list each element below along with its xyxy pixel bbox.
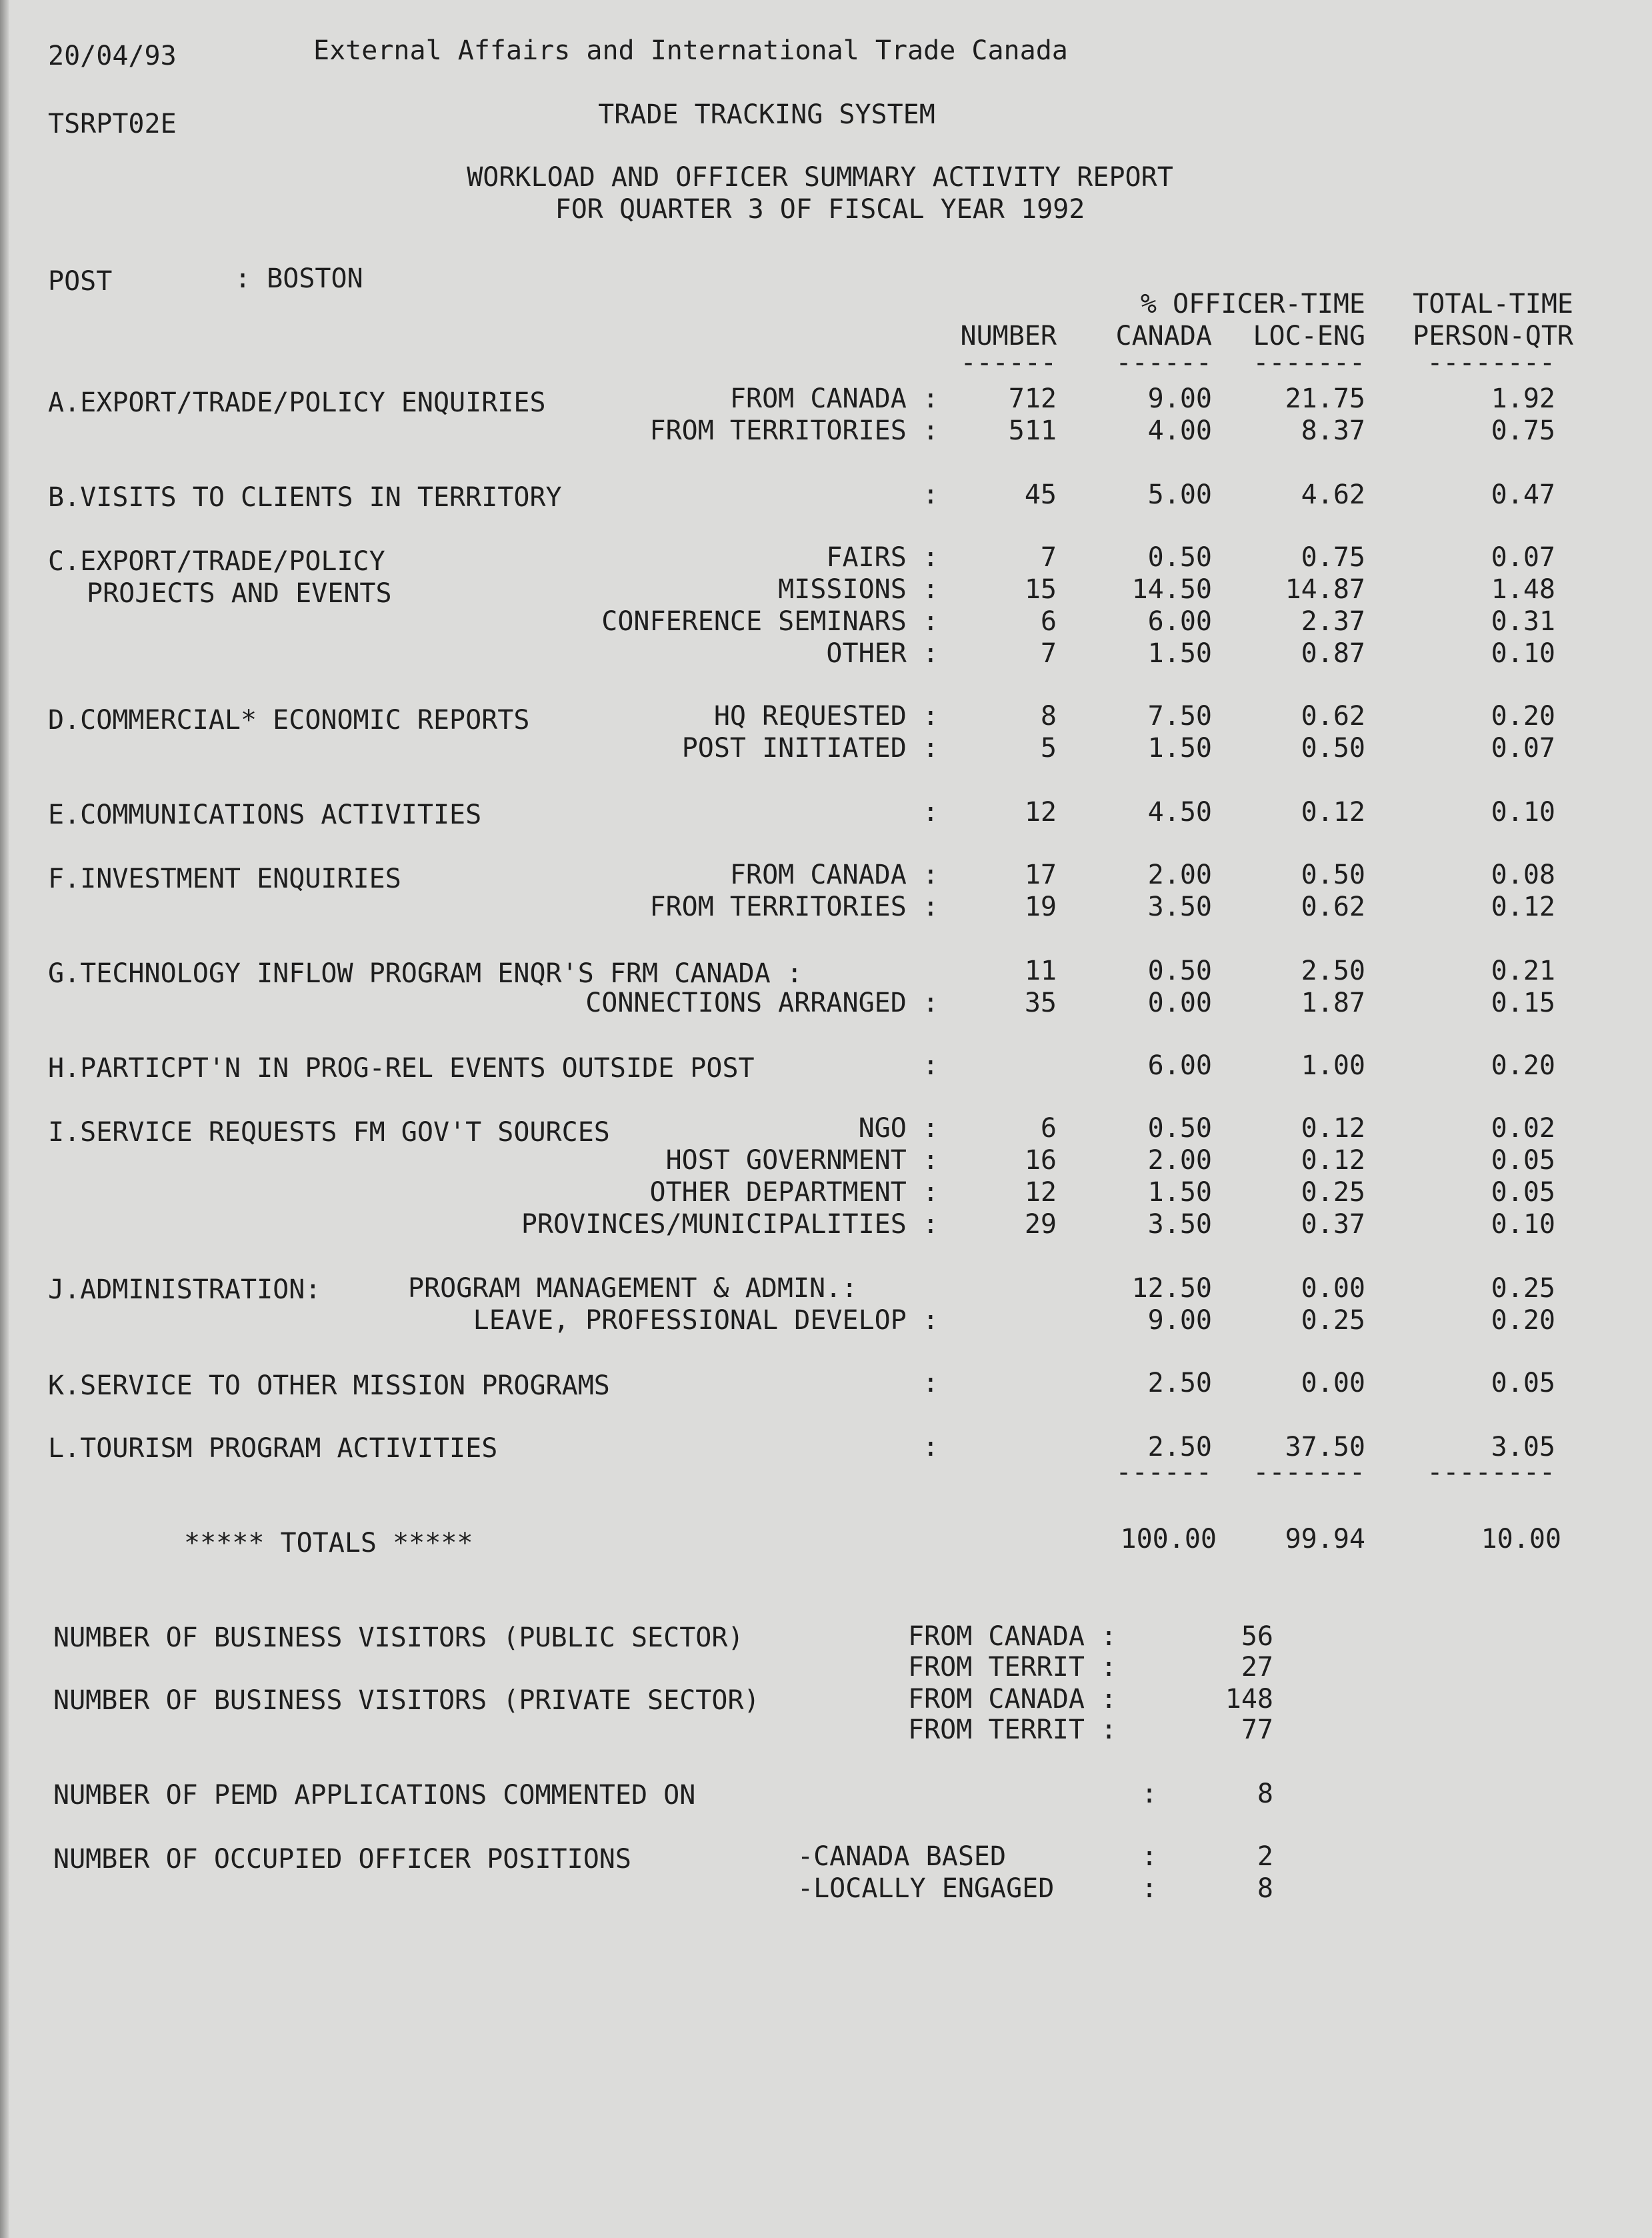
report-title: WORKLOAD AND OFFICER SUMMARY ACTIVITY REPORT [467,162,1173,193]
row-label: H.PARTICPT'N IN PROG-REL EVENTS OUTSIDE POST [48,1053,755,1084]
agency-name: External Affairs and International Trade Canada [313,35,1068,66]
cell-person-qtr: 0.07 [1491,733,1555,764]
cell-canada: 5.00 [1147,479,1212,510]
cell-canada: 14.50 [1131,574,1212,605]
canada-based-value: 2 [1257,1841,1273,1872]
cell-loc-eng: 8.37 [1301,415,1365,446]
row-sub-label: FAIRS : [826,542,939,573]
row-sub-label: CONNECTIONS ARRANGED : [585,988,939,1018]
row-label: A.EXPORT/TRADE/POLICY ENQUIRIES [48,387,546,418]
row-label: I.SERVICE REQUESTS FM GOV'T SOURCES [48,1117,610,1148]
row-label: G.TECHNOLOGY INFLOW PROGRAM ENQR'S FRM CANADA : [48,958,803,989]
col-underline-loc-eng: ------- [1253,347,1365,378]
row-sub-label: OTHER : [826,638,939,669]
canada-based-label: -CANADA BASED [797,1841,1007,1872]
cell-number: 17 [1024,860,1057,890]
cell-number: 8 [1040,701,1057,732]
total-canada: 100.00 [1120,1524,1217,1554]
col-underline-number: ------ [960,347,1057,378]
cell-person-qtr: 0.10 [1491,638,1555,669]
cell-canada: 4.00 [1147,415,1212,446]
totals-rule-canada: ------ [1115,1457,1212,1488]
private-sector-label: NUMBER OF BUSINESS VISITORS (PRIVATE SECTOR) [53,1685,760,1716]
row-sub-label: FROM CANADA : [729,860,939,890]
cell-loc-eng: 0.25 [1301,1305,1365,1336]
pemd-value: 8 [1257,1779,1273,1809]
post-value: : BOSTON [235,263,363,294]
cell-number: 7 [1040,638,1057,669]
public-from-territ-label: FROM TERRIT : [908,1652,1117,1683]
cell-loc-eng: 0.62 [1301,892,1365,922]
row-label: PROJECTS AND EVENTS [87,578,392,609]
row-sub-label: FROM TERRITORIES : [649,415,939,446]
cell-person-qtr: 0.15 [1491,988,1555,1018]
cell-canada: 2.00 [1147,860,1212,890]
page-edge-shadow [0,0,9,2238]
cell-number: 15 [1024,574,1057,605]
totals-rule-loc-eng: ------- [1253,1457,1365,1488]
cell-canada: 3.50 [1147,1209,1212,1240]
cell-person-qtr: 0.20 [1491,1305,1555,1336]
public-from-canada-value: 56 [1241,1621,1273,1652]
cell-loc-eng: 0.87 [1301,638,1365,669]
cell-person-qtr: 0.05 [1491,1177,1555,1208]
locally-engaged-value: 8 [1257,1873,1273,1904]
cell-loc-eng: 0.25 [1301,1177,1365,1208]
row-label: B.VISITS TO CLIENTS IN TERRITORY [48,482,562,513]
cell-canada: 9.00 [1147,383,1212,414]
cell-canada: 1.50 [1147,733,1212,764]
cell-canada: 0.50 [1147,956,1212,986]
cell-person-qtr: 0.02 [1491,1113,1555,1144]
cell-canada: 7.50 [1147,701,1212,732]
canada-based-colon: : [1141,1841,1158,1872]
row-sub-label: LEAVE, PROFESSIONAL DEVELOP : [473,1305,939,1336]
row-sub-label: PROVINCES/MUNICIPALITIES : [521,1209,939,1240]
cell-person-qtr: 0.20 [1491,701,1555,732]
cell-person-qtr: 0.10 [1491,1209,1555,1240]
cell-person-qtr: 0.75 [1491,415,1555,446]
cell-canada: 0.00 [1147,988,1212,1018]
cell-loc-eng: 0.50 [1301,860,1365,890]
cell-loc-eng: 0.12 [1301,1113,1365,1144]
report-code: TSRPT02E [48,109,177,139]
cell-loc-eng: 2.37 [1301,606,1365,637]
row-label: F.INVESTMENT ENQUIRIES [48,864,401,894]
row-sub-label: OTHER DEPARTMENT : [649,1177,939,1208]
col-underline-person-qtr: -------- [1427,347,1555,378]
cell-person-qtr: 1.92 [1491,383,1555,414]
cell-canada: 2.50 [1147,1368,1212,1398]
cell-canada: 6.00 [1147,606,1212,637]
cell-canada: 4.50 [1147,797,1212,828]
public-from-canada-label: FROM CANADA : [908,1621,1117,1652]
cell-person-qtr: 0.25 [1491,1273,1555,1304]
cell-person-qtr: 0.21 [1491,956,1555,986]
system-name: TRADE TRACKING SYSTEM [598,99,935,130]
cell-loc-eng: 0.75 [1301,542,1365,573]
row-sub-label: CONFERENCE SEMINARS : [601,606,939,637]
cell-canada: 12.50 [1131,1273,1212,1304]
row-sub-label: : [922,797,939,828]
cell-number: 29 [1024,1209,1057,1240]
private-from-canada-label: FROM CANADA : [908,1684,1117,1715]
cell-number: 12 [1024,1177,1057,1208]
row-sub-label: MISSIONS : [778,574,939,605]
private-from-territ-value: 77 [1241,1715,1273,1745]
row-sub-label: : [922,1050,939,1081]
row-sub-label: FROM CANADA : [729,383,939,414]
row-sub-label: : [922,1368,939,1398]
cell-person-qtr: 0.47 [1491,479,1555,510]
officer-positions-label: NUMBER OF OCCUPIED OFFICER POSITIONS [53,1844,631,1875]
col-underline-canada: ------ [1115,347,1212,378]
private-from-canada-value: 148 [1225,1684,1273,1715]
row-sub-label: : [922,479,939,510]
col-header-number: NUMBER [960,321,1057,351]
cell-number: 712 [1008,383,1057,414]
cell-loc-eng: 37.50 [1285,1432,1365,1462]
cell-person-qtr: 3.05 [1491,1432,1555,1462]
row-sub-label: PROGRAM MANAGEMENT & ADMIN.: [408,1273,858,1304]
cell-number: 511 [1008,415,1057,446]
cell-canada: 1.50 [1147,1177,1212,1208]
row-label: E.COMMUNICATIONS ACTIVITIES [48,800,482,830]
cell-person-qtr: 0.20 [1491,1050,1555,1081]
cell-number: 35 [1024,988,1057,1018]
cell-number: 12 [1024,797,1057,828]
cell-person-qtr: 0.10 [1491,797,1555,828]
col-header-officer-time: % OFFICER-TIME [1140,289,1365,319]
row-sub-label: POST INITIATED : [681,733,939,764]
row-label: K.SERVICE TO OTHER MISSION PROGRAMS [48,1370,610,1401]
row-label: D.COMMERCIAL* ECONOMIC REPORTS [48,705,530,736]
cell-person-qtr: 0.08 [1491,860,1555,890]
cell-person-qtr: 0.12 [1491,892,1555,922]
cell-person-qtr: 0.05 [1491,1368,1555,1398]
row-sub-label: : [922,1432,939,1462]
total-loc-eng: 99.94 [1285,1524,1365,1554]
pemd-colon: : [1141,1779,1158,1809]
cell-number: 16 [1024,1145,1057,1176]
cell-number: 7 [1040,542,1057,573]
row-sub-label: NGO : [858,1113,939,1144]
cell-loc-eng: 0.00 [1301,1368,1365,1398]
cell-loc-eng: 1.87 [1301,988,1365,1018]
cell-loc-eng: 0.00 [1301,1273,1365,1304]
private-from-territ-label: FROM TERRIT : [908,1715,1117,1745]
post-label: POST [48,266,113,297]
row-label: J.ADMINISTRATION: [48,1274,321,1305]
cell-loc-eng: 0.12 [1301,1145,1365,1176]
cell-number: 19 [1024,892,1057,922]
cell-person-qtr: 0.05 [1491,1145,1555,1176]
cell-number: 5 [1040,733,1057,764]
cell-loc-eng: 0.12 [1301,797,1365,828]
row-sub-label: HOST GOVERNMENT : [665,1145,939,1176]
col-header-loc-eng: LOC-ENG [1253,321,1365,351]
cell-loc-eng: 2.50 [1301,956,1365,986]
cell-loc-eng: 1.00 [1301,1050,1365,1081]
cell-number: 6 [1040,1113,1057,1144]
cell-canada: 1.50 [1147,638,1212,669]
cell-canada: 0.50 [1147,1113,1212,1144]
locally-engaged-colon: : [1141,1873,1158,1904]
public-from-territ-value: 27 [1241,1652,1273,1683]
total-person-qtr: 10.00 [1481,1524,1561,1554]
col-header-canada: CANADA [1115,321,1212,351]
row-label: C.EXPORT/TRADE/POLICY [48,546,385,577]
totals-rule-person-qtr: -------- [1427,1457,1555,1488]
cell-loc-eng: 14.87 [1285,574,1365,605]
cell-person-qtr: 1.48 [1491,574,1555,605]
cell-number: 45 [1024,479,1057,510]
row-label: L.TOURISM PROGRAM ACTIVITIES [48,1433,498,1464]
totals-label: ***** TOTALS ***** [184,1528,473,1558]
cell-number: 11 [1024,956,1057,986]
pemd-label: NUMBER OF PEMD APPLICATIONS COMMENTED ON [53,1780,696,1811]
cell-canada: 0.50 [1147,542,1212,573]
report-date: 20/04/93 [48,41,177,71]
cell-number: 6 [1040,606,1057,637]
report-subtitle: FOR QUARTER 3 OF FISCAL YEAR 1992 [555,194,1085,225]
cell-person-qtr: 0.07 [1491,542,1555,573]
cell-canada: 2.00 [1147,1145,1212,1176]
cell-canada: 6.00 [1147,1050,1212,1081]
row-sub-label: HQ REQUESTED : [713,701,939,732]
cell-loc-eng: 0.62 [1301,701,1365,732]
cell-loc-eng: 21.75 [1285,383,1365,414]
col-header-person-qtr: PERSON-QTR [1413,321,1573,351]
cell-loc-eng: 0.37 [1301,1209,1365,1240]
cell-loc-eng: 4.62 [1301,479,1365,510]
public-sector-label: NUMBER OF BUSINESS VISITORS (PUBLIC SECTOR) [53,1622,744,1653]
cell-canada: 3.50 [1147,892,1212,922]
col-header-total-time: TOTAL-TIME [1413,289,1573,319]
cell-canada: 2.50 [1147,1432,1212,1462]
row-sub-label: FROM TERRITORIES : [649,892,939,922]
cell-canada: 9.00 [1147,1305,1212,1336]
cell-loc-eng: 0.50 [1301,733,1365,764]
cell-person-qtr: 0.31 [1491,606,1555,637]
locally-engaged-label: -LOCALLY ENGAGED [797,1873,1055,1904]
